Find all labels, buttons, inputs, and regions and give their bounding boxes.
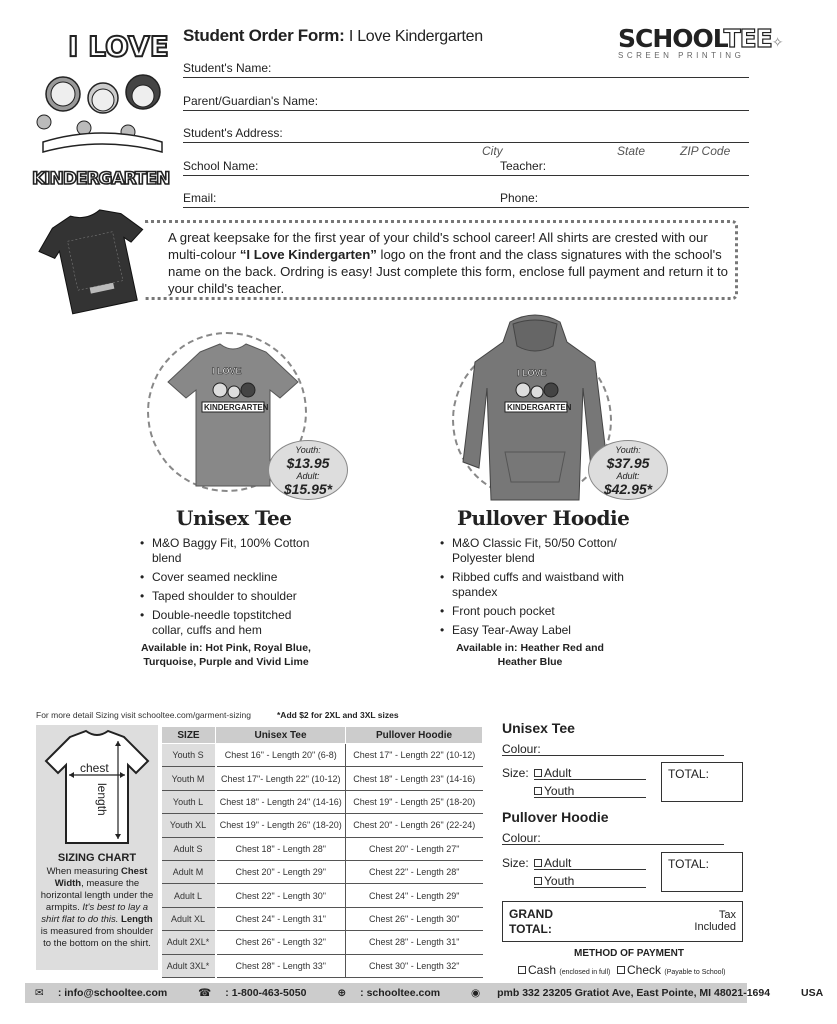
sizing-chart-title: SIZING CHART bbox=[57, 852, 137, 864]
hoodie-price-badge bbox=[588, 440, 668, 500]
sizing-chart-description: When measuring Chest Width, measure the horizontal length under the armpits. It's best to lay a shirt flat to do this. Length is measured from shoulder to the bottom on the shirt. bbox=[40, 866, 154, 949]
phone-label: Phone: bbox=[500, 191, 539, 205]
logo-subtitle: SCREEN PRINTING bbox=[618, 51, 745, 60]
size-cell: Youth XL bbox=[162, 814, 216, 837]
student-name-field[interactable] bbox=[183, 60, 749, 78]
guardian-name-label: Parent/Guardian's Name: bbox=[183, 94, 319, 108]
footer-bar bbox=[25, 983, 824, 1003]
size-cell: Youth M bbox=[162, 767, 216, 790]
footer-email[interactable]: ✉ : info@schooltee.com bbox=[35, 987, 168, 999]
payment-options bbox=[518, 963, 725, 977]
size-cell: Adult 2XL* bbox=[162, 931, 216, 954]
footer-phone[interactable]: ☎ : 1-800-463-5050 bbox=[198, 987, 307, 999]
size-cell: Adult 3XL* bbox=[162, 954, 216, 977]
hoodie-size-cell: Chest 18" - Length 23" (14-16) bbox=[346, 767, 483, 790]
address-field[interactable] bbox=[183, 125, 749, 143]
size-row bbox=[162, 954, 483, 977]
tee-youth-option: Youth bbox=[544, 784, 575, 798]
hoodie-colour-field[interactable] bbox=[502, 831, 724, 845]
footer-country: USA bbox=[800, 987, 824, 999]
tee-size-cell: Chest 28" - Length 33" bbox=[216, 954, 346, 977]
tee-availability: Available in: Hot Pink, Royal Blue, Turquoise, Purple and Vivid Lime bbox=[141, 642, 311, 668]
hoodie-colour-label: Colour: bbox=[502, 831, 541, 845]
hoodie-size-cell: Chest 19" - Length 25" (18-20) bbox=[346, 790, 483, 813]
hoodie-adult-option: Adult bbox=[544, 856, 572, 870]
page-title: Student Order Form: I Love Kindergarten bbox=[183, 26, 483, 45]
size-row bbox=[162, 767, 483, 790]
tee-size-cell: Chest 16" - Length 20" (6-8) bbox=[216, 744, 346, 767]
tee-feature-list bbox=[140, 536, 310, 642]
tee-adult-price: $15.95* bbox=[283, 481, 333, 497]
tee-size-cell: Chest 26" - Length 32" bbox=[216, 931, 346, 954]
tee-youth-price: $13.95 bbox=[286, 455, 330, 471]
tee-size-cell: Chest 19" - Length 26" (18-20) bbox=[216, 814, 346, 837]
svg-text:I LOVE: I LOVE bbox=[517, 368, 547, 378]
payment-method-title: METHOD OF PAYMENT bbox=[574, 948, 685, 959]
hoodie-feature-list bbox=[440, 536, 630, 642]
sizing-note: For more detail Sizing visit schooltee.com/garment-sizing bbox=[36, 710, 251, 720]
tee-adult-label: Adult: bbox=[296, 471, 320, 481]
tee-youth-qty[interactable] bbox=[534, 784, 646, 798]
size-row bbox=[162, 790, 483, 813]
shirt-icon: ✧ bbox=[771, 35, 783, 51]
footer-address: ◉ pmb 332 23205 Gratiot Ave, East Pointe, MI 48021-1694 bbox=[471, 987, 771, 999]
logo-school: SCHOOL bbox=[618, 24, 724, 53]
address-label: Student's Address: bbox=[183, 126, 283, 140]
hoodie-total-box[interactable] bbox=[661, 852, 743, 892]
tee-price-badge bbox=[268, 440, 348, 500]
school-name-label: School Name: bbox=[183, 159, 259, 173]
hoodie-size-cell: Chest 26" - Length 30" bbox=[346, 907, 483, 930]
hoodie-feature: • Ribbed cuffs and waistband with spandex bbox=[440, 570, 630, 600]
size-cell: Adult L bbox=[162, 884, 216, 907]
hoodie-youth-label: Youth: bbox=[615, 445, 641, 455]
intro-text: A great keepsake for the first year of your child's school career! All shirts are crested with our multi-colour “I Love Kindergarten” logo on the front and the class signatures with the school's name on the back. Ordring is easy! Just complete this form, enclose full payment and return it to your child's teacher. bbox=[168, 230, 729, 296]
cash-checkbox[interactable] bbox=[518, 966, 526, 974]
size-cell: Youth S bbox=[162, 744, 216, 767]
tee-youth-label: Youth: bbox=[295, 445, 321, 455]
hoodie-size-cell: Chest 20" - Length 26" (22-24) bbox=[346, 814, 483, 837]
logo-tee: TEE bbox=[723, 24, 772, 53]
hoodie-size-cell: Chest 28" - Length 31" bbox=[346, 931, 483, 954]
sizing-table bbox=[161, 726, 483, 978]
tee-total-label: TOTAL: bbox=[668, 767, 709, 781]
hoodie-youth-checkbox[interactable] bbox=[534, 877, 542, 885]
tee-colour-field[interactable] bbox=[502, 742, 724, 756]
hoodie-feature: • Front pouch pocket bbox=[440, 604, 630, 619]
logo-kindergarten-text: KINDERGARTEN bbox=[32, 169, 170, 189]
tax-included-note: Tax Included bbox=[694, 909, 736, 933]
tee-size-cell: Chest 18" - Length 24" (14-16) bbox=[216, 790, 346, 813]
check-checkbox[interactable] bbox=[617, 966, 625, 974]
hoodie-availability: Available in: Heather Red and Heather Blue bbox=[456, 642, 604, 668]
grand-total-box[interactable] bbox=[502, 901, 743, 942]
length-label: length bbox=[95, 783, 109, 816]
hoodie-size-cell: Chest 30" - Length 32" bbox=[346, 954, 483, 977]
size-row bbox=[162, 744, 483, 767]
order-tee-title: Unisex Tee bbox=[502, 720, 575, 736]
svg-text:KINDERGARTEN: KINDERGARTEN bbox=[507, 403, 572, 412]
hoodie-adult-checkbox[interactable] bbox=[534, 859, 542, 867]
tee-feature: • M&O Baggy Fit, 100% Cotton blend bbox=[140, 536, 310, 566]
hoodie-feature: • M&O Classic Fit, 50/50 Cotton/ Polyester blend bbox=[440, 536, 630, 566]
hoodie-size-cell: Chest 24" - Length 29" bbox=[346, 884, 483, 907]
hoodie-youth-price: $37.95 bbox=[606, 455, 650, 471]
globe-icon: ⊕ bbox=[337, 987, 347, 999]
hoodie-youth-option: Youth bbox=[544, 874, 575, 888]
size-surcharge-note: *Add $2 for 2XL and 3XL sizes bbox=[277, 710, 399, 720]
order-hoodie-title: Pullover Hoodie bbox=[502, 809, 609, 825]
hoodie-size-cell: Chest 17" - Length 22" (10-12) bbox=[346, 744, 483, 767]
size-row bbox=[162, 907, 483, 930]
tee-feature: • Taped shoulder to shoulder bbox=[140, 589, 310, 604]
tee-colour-label: Colour: bbox=[502, 742, 541, 756]
zip-label: ZIP Code bbox=[680, 144, 731, 158]
cash-note: (enclosed in full) bbox=[559, 969, 611, 976]
hoodie-feature: • Easy Tear-Away Label bbox=[440, 623, 630, 638]
hoodie-size-label: Size: bbox=[502, 856, 529, 870]
email-label: Email: bbox=[183, 191, 217, 205]
hoodie-total-label: TOTAL: bbox=[668, 857, 709, 871]
hoodie-size-cell: Chest 22" - Length 28" bbox=[346, 860, 483, 883]
hoodie-adult-price: $42.95* bbox=[603, 481, 653, 497]
tee-adult-qty[interactable] bbox=[534, 766, 646, 780]
tee-adult-option: Adult bbox=[544, 766, 572, 780]
size-cell: Youth L bbox=[162, 790, 216, 813]
hoodie-size-cell: Chest 20" - Length 27" bbox=[346, 837, 483, 860]
svg-text:KINDERGARTEN: KINDERGARTEN bbox=[204, 403, 269, 412]
teacher-label: Teacher: bbox=[500, 159, 547, 173]
tee-youth-checkbox[interactable] bbox=[534, 787, 542, 795]
size-cell: Adult M bbox=[162, 860, 216, 883]
envelope-icon: ✉ bbox=[35, 987, 44, 999]
state-label: State bbox=[617, 144, 646, 158]
tee-size-cell: Chest 24" - Length 31" bbox=[216, 907, 346, 930]
size-row bbox=[162, 814, 483, 837]
tee-total-box[interactable] bbox=[661, 762, 743, 802]
email-field[interactable] bbox=[183, 190, 749, 208]
shirt-measure-diagram bbox=[36, 725, 158, 850]
size-cell: Adult S bbox=[162, 837, 216, 860]
student-name-label: Student's Name: bbox=[183, 61, 272, 75]
hoodie-adult-label: Adult: bbox=[616, 471, 640, 481]
logo-i-love-text: I LOVE bbox=[68, 30, 169, 63]
grand-total-label: GRAND TOTAL: bbox=[509, 907, 553, 936]
size-header: SIZE bbox=[162, 727, 216, 744]
tee-size-cell: Chest 20" - Length 29" bbox=[216, 860, 346, 883]
tee-title: Unisex Tee bbox=[176, 506, 292, 530]
size-row bbox=[162, 884, 483, 907]
size-cell: Adult XL bbox=[162, 907, 216, 930]
check-note: (Payable to School) bbox=[664, 969, 726, 976]
guardian-name-field[interactable] bbox=[183, 93, 749, 111]
check-option: Check bbox=[627, 963, 662, 977]
hoodie-header: Pullover Hoodie bbox=[346, 727, 483, 744]
tee-header: Unisex Tee bbox=[216, 727, 346, 744]
tee-feature: • Double-needle topstitched collar, cuffs and hem bbox=[140, 608, 310, 638]
size-row bbox=[162, 860, 483, 883]
size-row bbox=[162, 931, 483, 954]
tee-adult-checkbox[interactable] bbox=[534, 769, 542, 777]
hoodie-title: Pullover Hoodie bbox=[457, 506, 630, 530]
hoodie-youth-qty[interactable] bbox=[534, 874, 646, 888]
i-love-kindergarten-logo bbox=[28, 24, 176, 194]
tee-size-cell: Chest 17"- Length 22" (10-12) bbox=[216, 767, 346, 790]
location-pin-icon: ◉ bbox=[471, 987, 481, 999]
tee-size-label: Size: bbox=[502, 766, 529, 780]
shirt-back-photo bbox=[30, 200, 160, 320]
cash-option: Cash bbox=[528, 963, 557, 977]
hoodie-adult-qty[interactable] bbox=[534, 856, 646, 870]
size-row bbox=[162, 837, 483, 860]
tee-size-cell: Chest 18" - Length 28" bbox=[216, 837, 346, 860]
tee-feature: • Cover seamed neckline bbox=[140, 570, 310, 585]
phone-icon: ☎ bbox=[198, 987, 212, 999]
svg-text:I LOVE: I LOVE bbox=[212, 366, 242, 376]
school-name-field[interactable] bbox=[183, 158, 749, 176]
city-label: City bbox=[482, 144, 503, 158]
footer-web[interactable]: ⊕ : schooltee.com bbox=[337, 987, 441, 999]
tee-size-cell: Chest 22" - Length 30" bbox=[216, 884, 346, 907]
chest-label: chest bbox=[80, 761, 109, 775]
